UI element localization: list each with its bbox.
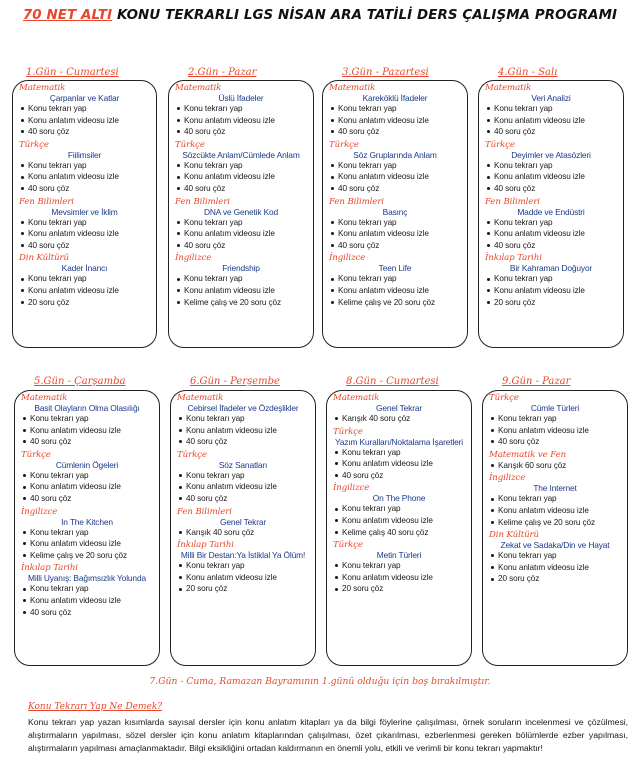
subject-block-matematik [329,83,461,138]
subject-label: Fen Bilimleri [329,196,384,207]
task-list [175,217,307,252]
subject-label: Fen Bilimleri [485,196,540,207]
task-list [175,273,307,308]
task-item: Konu anlatım videosu izle [329,171,461,183]
day7-note: 7.Gün - Cuma, Ramazan Bayramının 1.günü olduğu için boş bırakılmıştır. [149,676,491,687]
task-item: Karışık 40 soru çöz [333,413,465,425]
day-card-6 [170,390,316,666]
subject-label: Fen Bilimleri [19,196,74,207]
task-item: Kelime çalış ve 20 soru çöz [329,297,461,309]
task-item: Konu anlatım videosu izle [177,481,309,493]
subject-block-matematik [177,393,309,448]
topic-label: Friendship [222,263,260,274]
subject-label: Matematik [19,83,66,93]
subject-label: Türkçe [21,449,51,460]
task-item: 40 soru çöz [21,607,153,619]
task-item: Konu anlatım videosu izle [19,115,150,127]
note-title: Konu Tekrarı Yap Ne Demek? [28,702,163,712]
subject-label: Matematik [485,83,532,93]
task-item: Konu tekrarı yap [489,550,621,562]
task-item: 40 soru çöz [177,493,309,505]
task-list [489,493,621,528]
task-item: Konu anlatım videosu izle [21,481,153,493]
day-card-4 [478,80,624,348]
task-item: Konu anlatım videosu izle [19,171,150,183]
task-item: Konu tekrarı yap [19,160,150,172]
task-item: Konu anlatım videosu izle [333,572,465,584]
topic-label: Söz Sanatları [218,459,268,470]
task-list [19,273,150,308]
task-list [175,103,307,138]
topic-label: Üslü İfadeler [218,93,264,103]
task-item: Kelime çalış ve 20 soru çöz [175,297,307,309]
page-title [0,8,640,23]
task-item: Konu anlatım videosu izle [19,228,150,240]
subject-label: Türkçe [175,139,205,150]
day-label: 2.Gün - Pazar [188,67,257,78]
subject-label: İngilizce [329,253,366,264]
subject-block-i-ngilizce [329,253,461,308]
subject-label: Matematik [177,393,224,403]
task-item: Konu tekrarı yap [489,413,621,425]
task-list [485,160,617,195]
task-item: Konu anlatım videosu izle [21,595,153,607]
topic-label: Basit Olayların Olma Olasılığı [34,403,140,413]
subject-label: Matematik [333,393,380,403]
day-card-2 [168,80,314,348]
subject-label: Fen Bilimleri [177,506,232,517]
subject-block-i-nk-lap-tarihi [485,253,617,308]
task-list [485,217,617,252]
subject-block-t-rk-e [177,450,309,505]
task-item: Konu anlatım videosu izle [485,228,617,240]
day-label: 4.Gün - Salı [498,67,558,78]
task-item: Konu anlatım videosu izle [485,285,617,297]
task-item: 40 soru çöz [485,126,617,138]
topic-label: The Internet [533,483,577,494]
subject-label: Din Kültürü [19,253,69,264]
task-item: Konu anlatım videosu izle [177,425,309,437]
task-list [329,217,461,252]
task-item: Konu tekrarı yap [177,413,309,425]
task-item: Konu anlatım videosu izle [329,115,461,127]
topic-label: Genel Tekrar [376,403,422,413]
topic-label: Basınç [382,206,408,217]
subject-block-fen-bilimleri [175,197,307,252]
subject-block-fen-bilimleri [485,197,617,252]
topic-label: Kareköklü İfadeler [362,93,428,103]
topic-label: Fiilimsiler [67,149,102,160]
task-item: Konu anlatım videosu izle [175,228,307,240]
day-card-5 [14,390,160,666]
subject-block-matematik [19,83,150,138]
subject-block-matematik [333,393,465,425]
task-list [19,160,150,195]
day-label: 9.Gün - Pazar [502,376,571,387]
task-item: Kelime çalış ve 20 soru çöz [489,517,621,529]
topic-label: In The Kitchen [61,516,113,527]
task-list [329,103,461,138]
subject-label: Türkçe [177,449,207,460]
task-item: Karışık 40 soru çöz [177,527,309,539]
task-item: Karışık 60 soru çöz [489,460,621,472]
task-item: Konu tekrarı yap [21,413,153,425]
subject-block-fen-bilimleri [329,197,461,252]
task-list [177,560,309,595]
day-label: 3.Gün - Pazartesi [342,67,429,78]
subject-label: İnkılap Tarihi [177,540,234,551]
subject-label: İngilizce [333,483,370,494]
subject-label: Matematik [21,393,68,403]
task-item: Konu tekrarı yap [19,217,150,229]
day-label: 5.Gün - Çarşamba [34,376,126,387]
task-item: Kelime çalış 40 soru çöz [333,527,465,539]
topic-label: Söz Gruplarında Anlam [353,149,437,160]
day-label: 8.Gün - Cumartesi [346,376,439,387]
task-list [333,503,465,538]
task-item: Kelime çalış ve 20 soru çöz [21,550,153,562]
task-item: Konu tekrarı yap [329,273,461,285]
topic-label: Sözcükte Anlam/Cümlede Anlam [182,149,300,160]
task-list [19,217,150,252]
subject-label: Türkçe [333,426,363,437]
task-item: Konu anlatım videosu izle [21,538,153,550]
task-item: Konu tekrarı yap [21,527,153,539]
task-item: Konu tekrarı yap [333,560,465,572]
task-list [21,527,153,562]
task-item: Konu anlatım videosu izle [333,515,465,527]
task-item: 20 soru çöz [489,573,621,585]
task-item: Konu tekrarı yap [489,493,621,505]
task-item: Konu anlatım videosu izle [485,115,617,127]
subject-label: İngilizce [175,253,212,264]
task-item: Konu tekrarı yap [175,103,307,115]
task-item: Konu anlatım videosu izle [489,425,621,437]
subject-block-t-rk-e [485,140,617,195]
topic-label: Cümlenin Ögeleri [55,459,119,470]
task-item: 40 soru çöz [19,183,150,195]
task-item: Konu anlatım videosu izle [333,458,465,470]
task-list [489,460,621,472]
task-list [177,413,309,448]
subject-block-din-k-lt-r [19,253,150,308]
topic-label: Genel Tekrar [220,516,266,527]
subject-block-i-ngilizce [175,253,307,308]
subject-block-t-rk-e [329,140,461,195]
subject-label: Türkçe [329,139,359,150]
task-list [329,273,461,308]
subject-label: Din Kültürü [489,530,539,541]
task-item: Konu anlatım videosu izle [175,171,307,183]
task-item: 20 soru çöz [19,297,150,309]
task-item: Konu tekrarı yap [21,470,153,482]
task-item: 40 soru çöz [177,436,309,448]
topic-label: Çarpanlar ve Katlar [49,93,120,103]
task-item: Konu anlatım videosu izle [175,115,307,127]
task-item: 40 soru çöz [329,126,461,138]
task-item: Konu tekrarı yap [177,560,309,572]
topic-label: Cebirsel İfadeler ve Özdeşlikler [187,403,299,413]
task-item: Konu anlatım videosu izle [489,505,621,517]
task-item: Konu tekrarı yap [175,160,307,172]
task-item: Konu tekrarı yap [329,160,461,172]
task-list [177,527,309,539]
task-list [333,560,465,595]
subject-block-t-rk-e [489,393,621,448]
topic-label: Milli Uyanış: Bağımsızlık Yolunda [28,573,146,584]
topic-label: Mevsimler ve İklim [51,206,118,217]
task-list [489,413,621,448]
task-item: 40 soru çöz [21,493,153,505]
task-item: Konu anlatım videosu izle [21,425,153,437]
topic-label: DNA ve Genetik Kod [203,206,279,217]
subject-label: İnkılap Tarihi [21,563,78,574]
task-item: Konu tekrarı yap [21,583,153,595]
subject-block-t-rk-e [19,140,150,195]
subject-label: Matematik ve Fen [489,449,567,460]
task-list [333,413,465,425]
subject-block-t-rk-e [21,450,153,505]
task-item: 40 soru çöz [19,126,150,138]
task-item: 20 soru çöz [485,297,617,309]
subject-block-i-ngilizce [333,483,465,538]
subject-label: İngilizce [21,506,58,517]
subject-label: Türkçe [333,540,363,551]
task-item: 40 soru çöz [485,240,617,252]
subject-block-matematik [485,83,617,138]
task-item: Konu tekrarı yap [175,217,307,229]
title-accent: 70 NET ALTI [22,8,113,23]
topic-label: On The Phone [372,493,426,504]
subject-label: Fen Bilimleri [175,196,230,207]
note-body: Konu tekrarı yap yazan kısımlarda sayısal dersler için konu anlatım kitapları ya da bilgi föylerine çalışılması, örnek soruların incelenmesi ve çözülmesi, alıştırmaların yapılması, sözel dersler için konu anlatım kitaplarından çalışılması, özet çıkarılması, ezberlenmesi gereken bölümlerde ezber yapılması, alıştırmaların yapılması amaçlanmaktadır. Bilgi eksikliğini ortadan kaldırmanın en önemli yolu, etkili ve verimli bir konu tekrarı yapmaktır! [28,717,628,753]
subject-label: İnkılap Tarihi [485,253,542,264]
subject-label: Türkçe [485,139,515,150]
task-item: 40 soru çöz [175,240,307,252]
task-list [19,103,150,138]
task-item: Konu anlatım videosu izle [175,285,307,297]
subject-block-matematik [175,83,307,138]
topic-label: Milli Bir Destan:Ya İstiklal Ya Ölüm! [180,550,306,561]
subject-label: Matematik [329,83,376,93]
day-card-3 [322,80,468,348]
subject-label: Türkçe [19,139,49,150]
task-item: 40 soru çöz [329,240,461,252]
subject-block-i-nk-lap-tarihi [21,563,153,618]
subject-block-din-k-lt-r [489,530,621,585]
task-item: 40 soru çöz [333,470,465,482]
task-list [177,470,309,505]
task-item: 20 soru çöz [333,583,465,595]
task-item: Konu tekrarı yap [19,273,150,285]
task-item: Konu tekrarı yap [329,103,461,115]
task-list [21,413,153,448]
task-item: 40 soru çöz [19,240,150,252]
topic-label: Yazım Kuralları/Noktalama İşaretleri [334,436,464,447]
task-item: 40 soru çöz [21,436,153,448]
task-item: Konu anlatım videosu izle [485,171,617,183]
task-list [333,447,465,482]
task-item: Konu tekrarı yap [175,273,307,285]
task-item: Konu tekrarı yap [485,160,617,172]
task-item: Konu anlatım videosu izle [177,572,309,584]
task-item: Konu tekrarı yap [329,217,461,229]
subject-label: Türkçe [489,393,519,403]
subject-block-i-ngilizce [489,473,621,528]
subject-block-t-rk-e [333,427,465,482]
task-list [489,550,621,585]
topic-label: Metin Türleri [376,550,422,561]
task-item: 20 soru çöz [177,583,309,595]
topic-label: Cümle Türleri [530,403,580,413]
topic-label: Zekat ve Sadaka/Din ve Hayat [500,540,610,551]
subject-block-fen-bilimleri [19,197,150,252]
task-list [329,160,461,195]
task-list [175,160,307,195]
subject-block-matematik-ve-fen [489,450,621,472]
title-rest: KONU TEKRARLI LGS NİSAN ARA TATİLİ DERS ÇALIŞMA PROGRAMI [116,8,618,23]
task-item: 40 soru çöz [485,183,617,195]
task-item: 40 soru çöz [329,183,461,195]
subject-block-fen-bilimleri [177,507,309,539]
task-item: 40 soru çöz [175,126,307,138]
subject-label: İngilizce [489,473,526,484]
task-item: Konu tekrarı yap [485,273,617,285]
day-label: 1.Gün - Cumartesi [26,67,119,78]
topic-label: Teen Life [378,263,412,274]
subject-block-matematik [21,393,153,448]
day-card-8 [482,390,628,666]
task-item: Konu anlatım videosu izle [329,228,461,240]
task-item: Konu anlatım videosu izle [19,285,150,297]
topic-label: Deyimler ve Atasözleri [511,149,591,160]
topic-label: Veri Analizi [531,93,571,103]
day-label: 6.Gün - Perşembe [190,376,280,387]
task-item: Konu tekrarı yap [19,103,150,115]
topic-label: Madde ve Endüstri [517,206,585,217]
topic-label: Bir Kahraman Doğuyor [509,263,593,274]
subject-block-i-nk-lap-tarihi [177,540,309,595]
task-item: Konu tekrarı yap [485,217,617,229]
task-item: Konu tekrarı yap [333,503,465,515]
task-item: Konu anlatım videosu izle [329,285,461,297]
subject-block-t-rk-e [333,540,465,595]
day-card-7 [326,390,472,666]
subject-label: Matematik [175,83,222,93]
task-item: 40 soru çöz [489,436,621,448]
subject-block-i-ngilizce [21,507,153,562]
task-item: Konu tekrarı yap [333,447,465,459]
day-card-1 [12,80,157,348]
task-item: Konu tekrarı yap [485,103,617,115]
task-list [21,470,153,505]
task-list [21,583,153,618]
task-list [485,273,617,308]
task-list [485,103,617,138]
task-item: Konu anlatım videosu izle [489,562,621,574]
task-item: Konu tekrarı yap [177,470,309,482]
topic-label: Kader İnancı [61,263,108,274]
task-item: 40 soru çöz [175,183,307,195]
subject-block-t-rk-e [175,140,307,195]
